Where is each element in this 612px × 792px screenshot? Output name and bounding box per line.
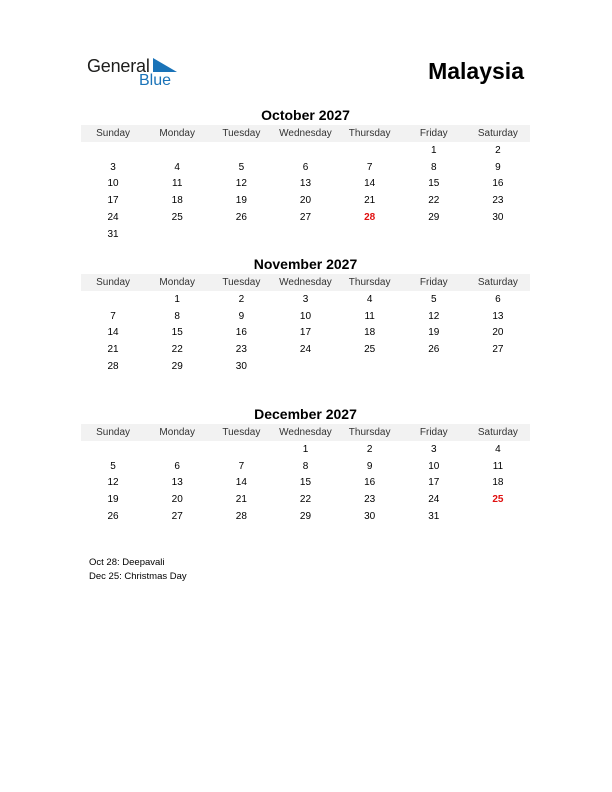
weekday-label: Thursday <box>348 277 391 288</box>
week-row <box>81 441 530 458</box>
day-cell: 30 <box>235 361 247 373</box>
weekday-label: Friday <box>419 427 448 438</box>
day-cell: 23 <box>364 494 376 506</box>
day-cell: 1 <box>174 293 180 305</box>
weekday-label: Tuesday <box>222 427 261 438</box>
day-cell: 7 <box>110 310 116 322</box>
weekday-label: Monday <box>159 427 195 438</box>
day-cell: 8 <box>430 161 437 173</box>
week-row <box>81 325 530 342</box>
month-december <box>81 405 530 525</box>
week-row <box>81 508 530 525</box>
weekday-label: Friday <box>419 128 448 139</box>
day-cell: 2 <box>495 144 501 156</box>
country-title: Malaysia <box>428 58 524 84</box>
day-cell: 9 <box>238 310 245 322</box>
day-cell: 9 <box>495 161 501 173</box>
month-title: December 2027 <box>254 406 357 422</box>
day-cell: 24 <box>299 344 312 356</box>
day-cell: 10 <box>428 460 440 472</box>
day-cell: 31 <box>107 228 119 240</box>
day-cell: 29 <box>428 212 440 224</box>
day-cell: 30 <box>492 212 504 224</box>
weekday-label: Tuesday <box>222 277 261 288</box>
day-cell: 21 <box>364 195 376 207</box>
day-cell: 29 <box>171 361 183 373</box>
day-cell: 12 <box>428 310 440 322</box>
week-row <box>81 358 530 375</box>
day-cell: 13 <box>492 310 504 322</box>
day-cell: 11 <box>364 310 375 322</box>
day-cell: 17 <box>107 195 119 207</box>
weekday-label: Wednesday <box>279 427 332 438</box>
week-row <box>81 209 530 226</box>
holiday-note: Oct 28: Deepavali <box>89 557 165 568</box>
day-cell: 20 <box>171 494 183 506</box>
week-row <box>81 291 530 308</box>
month-november <box>81 255 530 375</box>
week-row <box>81 192 530 209</box>
day-cell: 22 <box>428 195 440 207</box>
week-row <box>81 308 530 325</box>
day-cell: 15 <box>299 477 312 489</box>
day-cell: 13 <box>299 178 312 190</box>
day-cell: 26 <box>428 344 440 356</box>
day-cell: 15 <box>171 327 183 339</box>
day-cell: 5 <box>110 460 116 472</box>
day-cell: 19 <box>428 327 440 339</box>
holiday-notes <box>89 556 187 584</box>
day-cell: 25 <box>171 212 183 224</box>
day-cell: 27 <box>299 212 312 224</box>
week-row <box>81 475 530 492</box>
weekday-label: Sunday <box>96 427 131 438</box>
day-cell: 15 <box>428 178 440 190</box>
day-cell: 7 <box>366 161 373 173</box>
week-row <box>81 226 530 243</box>
week-row <box>81 176 530 193</box>
weekday-label: Wednesday <box>279 128 332 139</box>
day-cell: 26 <box>107 511 119 523</box>
day-cell: 14 <box>364 178 376 190</box>
day-cell: 25 <box>364 344 376 356</box>
logo-triangle-icon <box>153 58 177 72</box>
day-cell: 3 <box>302 293 309 305</box>
day-cell: 17 <box>299 327 312 339</box>
weekday-label: Monday <box>159 128 195 139</box>
weekday-label: Monday <box>159 277 195 288</box>
weekday-label: Wednesday <box>279 277 332 288</box>
weekday-label: Sunday <box>96 277 131 288</box>
day-cell: 11 <box>172 178 183 190</box>
weekday-label: Friday <box>419 277 448 288</box>
day-cell: 22 <box>299 494 312 506</box>
day-cell: 8 <box>302 460 309 472</box>
day-cell: 18 <box>171 195 183 207</box>
weekday-label: Tuesday <box>222 128 261 139</box>
weekday-header-row <box>81 274 530 291</box>
day-cell: 8 <box>174 310 180 322</box>
day-cell: 21 <box>107 344 119 356</box>
day-cell: 1 <box>302 443 309 455</box>
day-cell: 23 <box>492 195 504 207</box>
weekday-label: Saturday <box>477 427 518 438</box>
day-cell: 27 <box>171 511 183 523</box>
month-title: October 2027 <box>261 107 350 123</box>
day-cell: 28 <box>235 511 247 523</box>
week-row <box>81 159 530 176</box>
week-row <box>81 341 530 358</box>
day-cell: 9 <box>366 460 373 472</box>
weekday-label: Thursday <box>348 427 391 438</box>
day-cell: 5 <box>238 161 245 173</box>
day-cell: 20 <box>299 195 312 207</box>
day-cell: 16 <box>364 477 376 489</box>
weekday-header-row <box>81 125 530 142</box>
day-cell: 7 <box>238 460 245 472</box>
day-cell: 1 <box>430 144 437 156</box>
day-cell: 2 <box>238 293 245 305</box>
day-cell: 31 <box>428 511 440 523</box>
day-cell: 27 <box>492 344 504 356</box>
day-cell: 21 <box>235 494 247 506</box>
day-cell: 3 <box>430 443 437 455</box>
day-cell: 6 <box>302 161 309 173</box>
day-cell: 19 <box>235 195 247 207</box>
week-row <box>81 458 530 475</box>
weekday-label: Saturday <box>477 128 518 139</box>
day-cell: 30 <box>364 511 376 523</box>
day-cell: 19 <box>107 494 119 506</box>
month-title: November 2027 <box>253 256 358 272</box>
month-october <box>81 106 530 243</box>
day-cell: 4 <box>174 161 180 173</box>
day-cell: 2 <box>366 443 373 455</box>
day-cell: 14 <box>235 477 247 489</box>
day-cell: 4 <box>366 293 373 305</box>
day-cell-holiday: 28 <box>364 212 376 224</box>
week-row <box>81 491 530 508</box>
day-cell: 16 <box>235 327 247 339</box>
day-cell: 6 <box>495 293 501 305</box>
holiday-note: Dec 25: Christmas Day <box>89 571 187 582</box>
day-cell: 26 <box>235 212 247 224</box>
brand-logo <box>87 56 187 92</box>
weekday-label: Sunday <box>96 128 131 139</box>
day-cell: 3 <box>110 161 116 173</box>
day-cell: 13 <box>171 477 183 489</box>
day-cell: 29 <box>299 511 312 523</box>
day-cell-holiday: 25 <box>492 494 504 506</box>
week-row <box>81 142 530 159</box>
day-cell: 14 <box>107 327 119 339</box>
day-cell: 6 <box>174 460 180 472</box>
day-cell: 10 <box>299 310 312 322</box>
day-cell: 12 <box>107 477 119 489</box>
weekday-label: Thursday <box>348 128 391 139</box>
day-cell: 18 <box>364 327 376 339</box>
day-cell: 16 <box>492 178 504 190</box>
day-cell: 20 <box>492 327 504 339</box>
logo-text-blue: Blue <box>139 72 172 89</box>
day-cell: 24 <box>107 212 119 224</box>
weekday-label: Saturday <box>477 277 518 288</box>
day-cell: 18 <box>492 477 504 489</box>
day-cell: 23 <box>235 344 247 356</box>
weekday-header-row <box>81 424 530 441</box>
day-cell: 10 <box>107 178 119 190</box>
day-cell: 22 <box>171 344 183 356</box>
day-cell: 4 <box>495 443 501 455</box>
day-cell: 24 <box>428 494 440 506</box>
logo-text-general: General <box>87 56 150 76</box>
day-cell: 28 <box>107 361 119 373</box>
day-cell: 5 <box>430 293 437 305</box>
day-cell: 11 <box>492 460 504 472</box>
day-cell: 17 <box>428 477 440 489</box>
day-cell: 12 <box>235 178 247 190</box>
